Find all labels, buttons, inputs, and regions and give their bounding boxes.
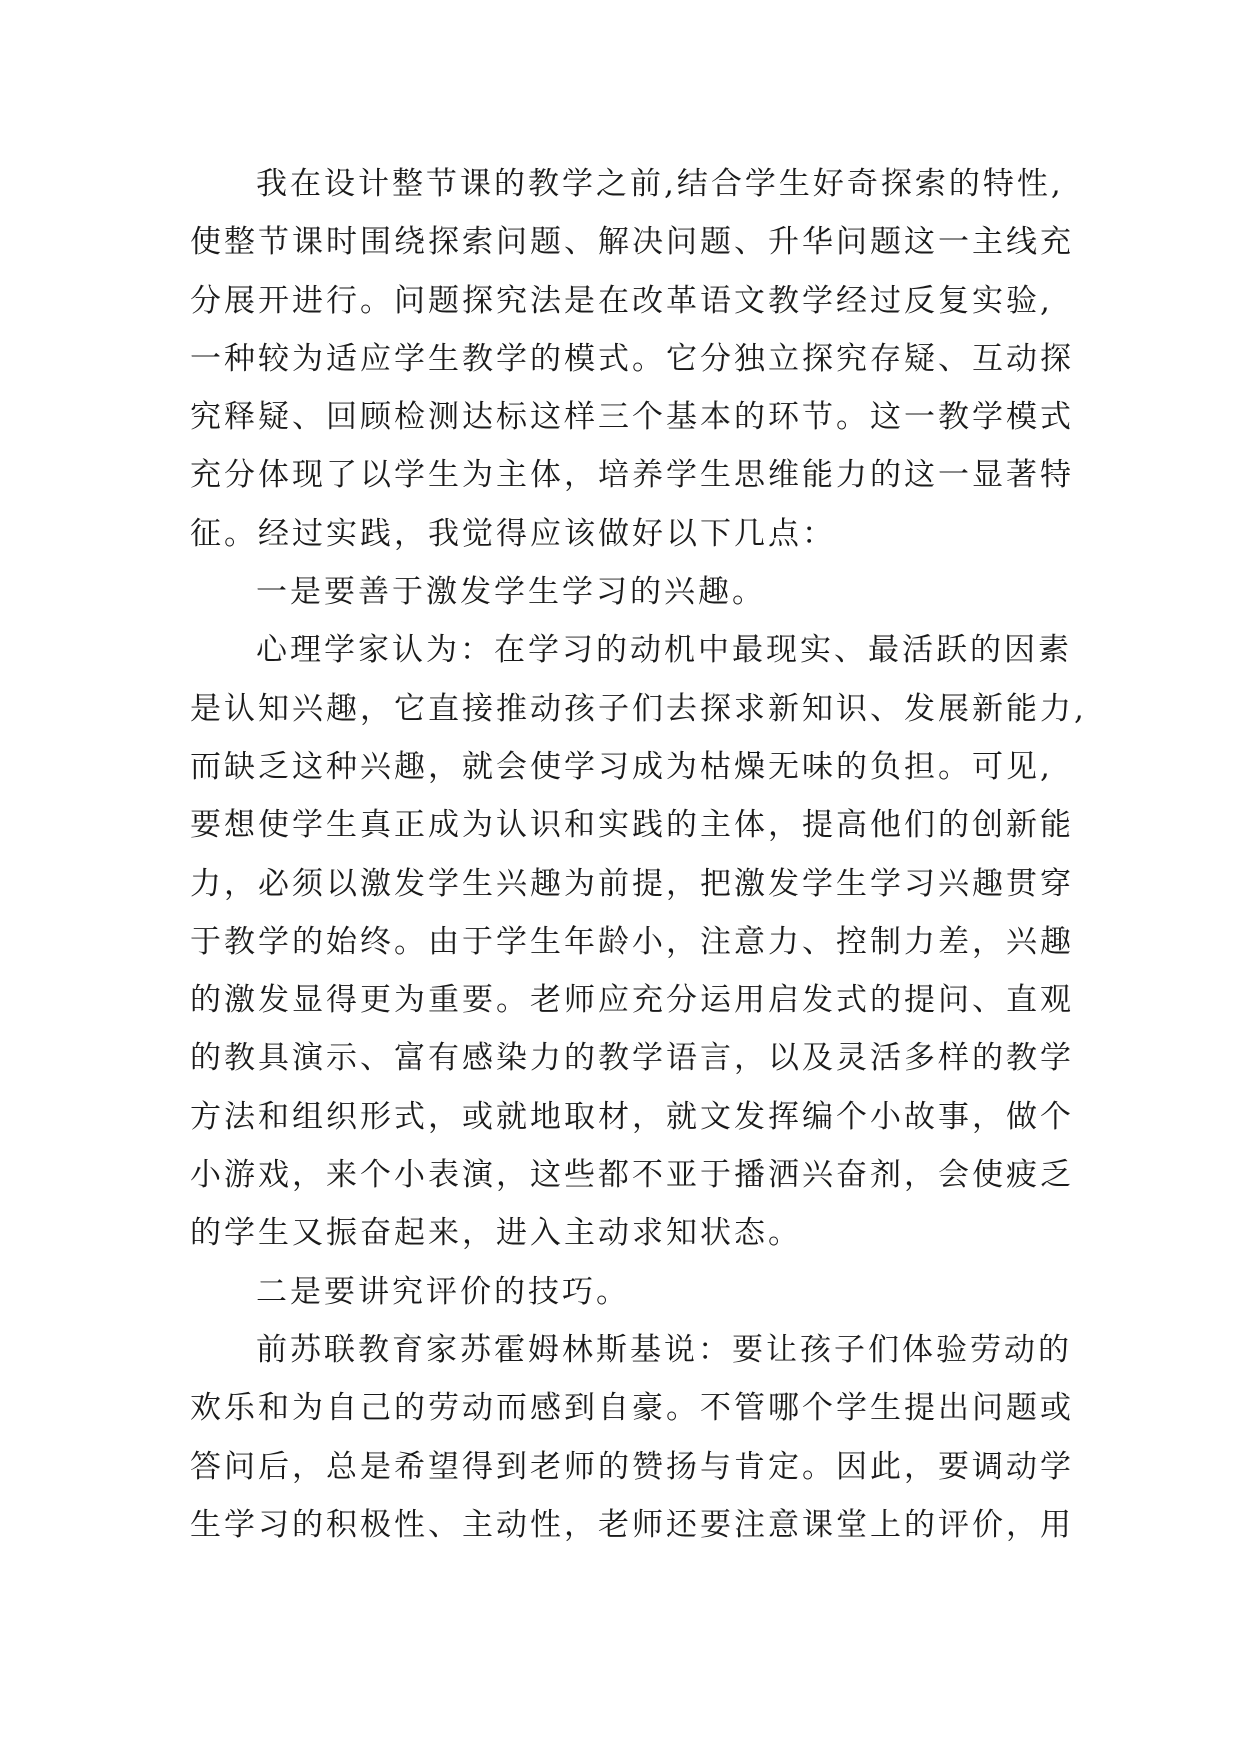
text-line: 力，必须以激发学生兴趣为前提，把激发学生学习兴趣贯穿 [190, 865, 1074, 902]
text-line: 而缺乏这种兴趣，就会使学习成为枯燥无味的负担。可见, [190, 748, 1053, 785]
text-line: 欢乐和为自己的劳动而感到自豪。不管哪个学生提出问题或 [190, 1390, 1074, 1427]
text-line: 要想使学生真正成为认识和实践的主体，提高他们的创新能 [190, 807, 1074, 844]
text-line: 方法和组织形式，或就地取材，就文发挥编个小故事，做个 [190, 1098, 1074, 1135]
text-line: 使整节课时围绕探索问题、解决问题、升华问题这一主线充 [190, 224, 1074, 261]
text-line: 的激发显得更为重要。老师应充分运用启发式的提问、直观 [190, 982, 1074, 1019]
text-line: 一种较为适应学生教学的模式。它分独立探究存疑、互动探 [190, 340, 1074, 377]
text-line: 的学生又振奋起来，进入主动求知状态。 [190, 1215, 802, 1252]
text-line: 充分体现了以学生为主体，培养学生思维能力的这一显著特 [190, 457, 1074, 494]
text-line: 我在设计整节课的教学之前,结合学生好奇探索的特性, [256, 166, 1064, 202]
section-heading-1: 一是要善于激发学生学习的兴趣。 [256, 574, 766, 611]
text-line: 究释疑、回顾检测达标这样三个基本的环节。这一教学模式 [190, 399, 1074, 436]
text-line: 的教具演示、富有感染力的教学语言，以及灵活多样的教学 [190, 1040, 1074, 1077]
text-line: 于教学的始终。由于学生年龄小，注意力、控制力差，兴趣 [190, 923, 1074, 960]
body-text [190, 155, 1090, 1554]
text-line: 生学习的积极性、主动性，老师还要注意课堂上的评价，用 [190, 1506, 1074, 1543]
text-line: 答问后，总是希望得到老师的赞扬与肯定。因此，要调动学 [190, 1448, 1074, 1485]
text-line: 征。经过实践，我觉得应该做好以下几点： [190, 515, 836, 552]
text-line: 前苏联教育家苏霍姆林斯基说：要让孩子们体验劳动的 [256, 1331, 1072, 1368]
text-line: 心理学家认为：在学习的动机中最现实、最活跃的因素 [256, 632, 1072, 669]
section-heading-2: 二是要讲究评价的技巧。 [256, 1273, 630, 1310]
text-line: 小游戏，来个小表演，这些都不亚于播洒兴奋剂，会使疲乏 [190, 1157, 1074, 1194]
text-line: 是认知兴趣，它直接推动孩子们去探求新知识、发展新能力, [190, 690, 1087, 727]
text-line: 分展开进行。问题探究法是在改革语文教学经过反复实验, [190, 282, 1053, 319]
